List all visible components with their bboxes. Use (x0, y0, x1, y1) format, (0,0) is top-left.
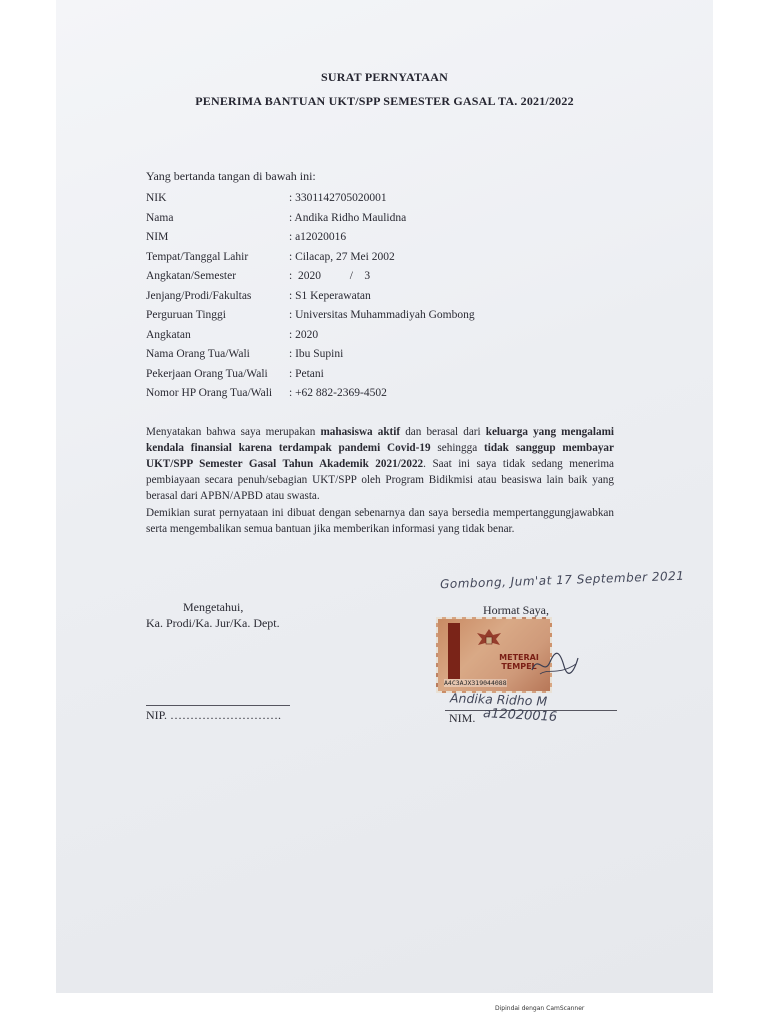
statement-text: . Saat ini saya tidak sedang menerima pembiayaan secara penuh/sebagian UKT/SPP oleh Program Bidikmisi atau beasiswa lain baik yang berasal dari APBN/APBD atau swasta. (146, 458, 614, 502)
document-title: SURAT PERNYATAAN (321, 70, 448, 84)
statement-text: sehingga (430, 442, 485, 454)
field-label: Nama Orang Tua/Wali (146, 348, 250, 360)
mengetahui-label: Mengetahui, (183, 600, 244, 614)
nip-label: NIP. ………………………. (146, 708, 282, 722)
nim-label: NIM. (449, 711, 476, 725)
intro-text: Yang bertanda tangan di bawah ini: (146, 169, 316, 183)
field-value: : S1 Keperawatan (289, 289, 371, 302)
stamp-red-band (448, 623, 460, 679)
field-label: Nomor HP Orang Tua/Wali (146, 387, 273, 399)
field-value: : Universitas Muhammadiyah Gombong (289, 309, 475, 321)
field-label: Jenjang/Prodi/Fakultas (146, 289, 252, 302)
closing-paragraph: Demikian surat pernyataan ini dibuat dengan sebenarnya dan saya bersedia mempertanggungjawabkan serta mengembalikan semua bantuan jika memberikan informasi yang tidak benar. (146, 507, 614, 535)
statement-paragraph (146, 424, 614, 504)
field-value: : Ibu Supini (289, 348, 344, 360)
field-label: NIK (146, 192, 167, 204)
garuda-emblem-icon (474, 627, 504, 651)
field-value: : 2020 / 3 (289, 270, 371, 282)
field-label: Perguruan Tinggi (146, 309, 226, 321)
field-value: : 3301142705020001 (289, 192, 387, 204)
statement-text: dan berasal dari (400, 426, 486, 438)
statement-bold-text: tidak sanggup membayar UKT/SPP Semester Gasal Tahun Akademik 2021/2022 (146, 442, 614, 470)
hormat-saya-label: Hormat Saya, (483, 603, 549, 617)
field-value: : +62 882-2369-4502 (289, 387, 387, 399)
nip-signature-line (146, 705, 290, 706)
kaprodi-label: Ka. Prodi/Ka. Jur/Ka. Dept. (146, 616, 280, 630)
statement-bold-text: keluarga yang mengalami kendala finansial karena terdampak pandemi Covid-19 (146, 426, 614, 454)
meterai-label: METERAI TEMPEL (499, 653, 539, 671)
field-value: : 2020 (289, 328, 319, 341)
handwritten-date: Gombong, Jum'at 17 September 2021 (439, 568, 685, 592)
meterai-serial: A4C3AJX319044088 (444, 679, 507, 687)
document-subtitle: PENERIMA BANTUAN UKT/SPP SEMESTER GASAL TA. 2021/2022 (195, 94, 574, 108)
field-label: Angkatan/Semester (146, 270, 237, 282)
field-value: : a12020016 (289, 231, 347, 243)
field-label: Tempat/Tanggal Lahir (146, 250, 249, 263)
field-label: NIM (146, 231, 169, 243)
handwritten-name: Andika Ridho M (449, 690, 548, 709)
camscanner-footer: Dipindai dengan CamScanner (495, 1005, 585, 1012)
field-label: Pekerjaan Orang Tua/Wali (146, 367, 268, 380)
statement-text: Menyatakan bahwa saya merupakan (146, 426, 321, 438)
statement-bold-text: mahasiswa aktif (320, 426, 401, 438)
field-value: : Petani (289, 367, 324, 380)
field-label: Nama (146, 211, 174, 224)
field-value: : Cilacap, 27 Mei 2002 (289, 250, 395, 263)
handwritten-nim: a12020016 (482, 706, 558, 725)
field-label: Angkatan (146, 328, 191, 341)
signature-scribble-icon (530, 650, 580, 678)
field-value: : Andika Ridho Maulidna (289, 211, 407, 224)
